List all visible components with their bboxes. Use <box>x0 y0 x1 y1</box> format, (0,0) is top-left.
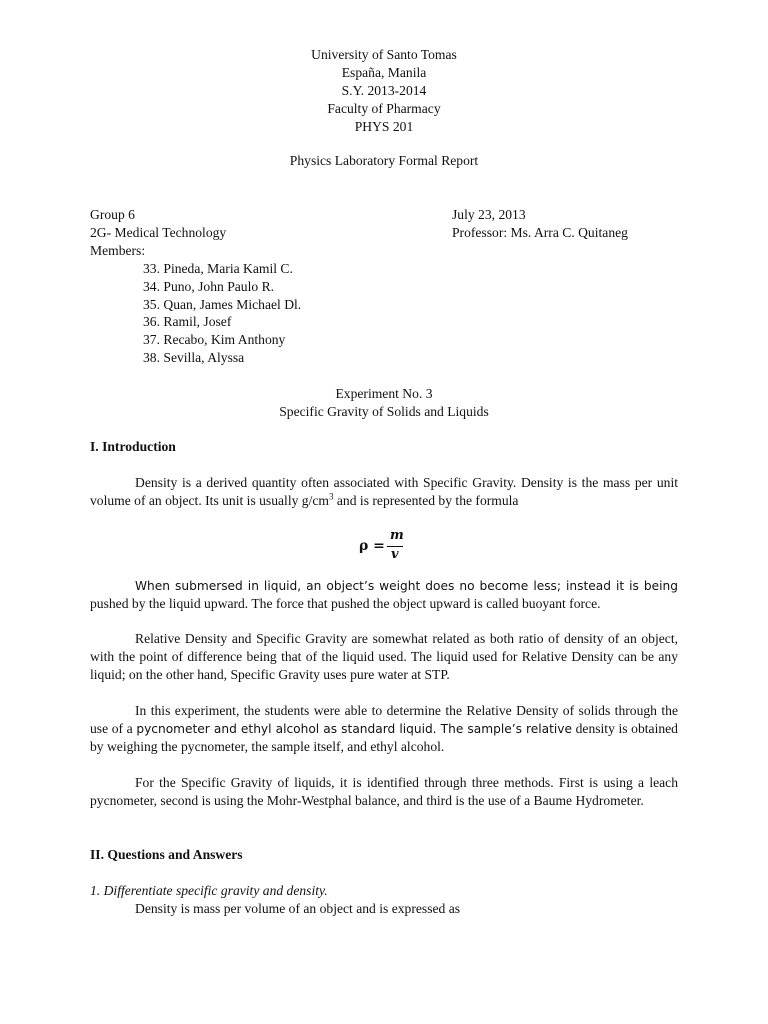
course-code: PHYS 201 <box>354 119 414 134</box>
unit-superscript: 3 <box>329 491 334 502</box>
experiment-title: Specific Gravity of Solids and Liquids <box>279 404 489 419</box>
intro-p1-text-end: and is represented by the formula <box>333 493 519 508</box>
report-title: Physics Laboratory Formal Report <box>289 153 479 168</box>
school-year: S.Y. 2013-2014 <box>341 83 427 98</box>
intro-p2-text: pushed by the liquid upward. The force that pushed the object upward is called buoyant force. <box>90 596 601 611</box>
university-name: University of Santo Tomas <box>311 47 457 62</box>
member-item: 33. Pineda, Maria Kamil C. <box>143 261 293 276</box>
experiment-number: Experiment No. 3 <box>335 386 433 401</box>
formula-lhs: ρ = <box>359 538 385 554</box>
intro-paragraph-5: For the Specific Gravity of liquids, it is identified through three methods. First is using a leach pycnometer, second is using the Mohr-Westphal balance, and third is the use of a Baume Hydrometer. <box>90 775 678 808</box>
formula-denominator: v <box>391 547 399 562</box>
qa-heading: II. Questions and Answers <box>90 847 243 862</box>
members-label: Members: <box>90 243 146 258</box>
formula-numerator: m <box>390 528 404 543</box>
professor-name: Professor: Ms. Arra C. Quitaneg <box>452 225 628 240</box>
intro-p4-text: In this experiment, the students were able to determine the Relative Density of solids through the use of a <box>90 703 678 736</box>
member-item: 35. Quan, James Michael Dl. <box>143 296 302 312</box>
group-name: Group 6 <box>90 207 135 222</box>
member-item: 38. Sevilla, Alyssa <box>143 349 245 365</box>
introduction-heading: I. Introduction <box>90 439 176 454</box>
intro-p2-text-sans: When submersed in liquid, an object’s weight does no become less; instead it is being <box>135 579 678 593</box>
member-item: 36. Ramil, Josef <box>143 314 232 330</box>
group-section: 2G- Medical Technology <box>90 225 227 240</box>
report-date: July 23, 2013 <box>452 207 526 222</box>
density-formula <box>357 526 417 566</box>
answer-1: Density is mass per volume of an object and is expressed as <box>135 901 461 916</box>
faculty-name: Faculty of Pharmacy <box>327 101 441 116</box>
intro-paragraph-3: Relative Density and Specific Gravity are somewhat related as both ratio of density of an object, with the point of difference being that of the liquid used. The liquid used for Relative Density can be any liquid; on the other hand, Specific Gravity uses pure water at STP. <box>90 631 678 682</box>
intro-paragraph-2 <box>90 577 678 613</box>
member-item: 37. Recabo, Kim Anthony <box>143 332 286 348</box>
members-list <box>143 260 301 367</box>
intro-p1-text: Density is a derived quantity often associated with Specific Gravity. Density is the mass per unit volume of an object. Its unit is usually g/cm <box>90 475 678 508</box>
member-item: 34. Puno, John Paulo R. <box>143 278 275 294</box>
intro-p4-text-end: density is obtained by weighing the pycnometer, the sample itself, and ethyl alcohol. <box>90 721 678 754</box>
intro-paragraph-1 <box>90 474 678 510</box>
intro-paragraph-4 <box>90 702 678 756</box>
question-1: 1. Differentiate specific gravity and density. <box>90 883 328 898</box>
intro-p4-text-sans: pycnometer and ethyl alcohol as standard liquid. The sample’s relative <box>136 722 572 736</box>
university-location: España, Manila <box>341 65 427 80</box>
